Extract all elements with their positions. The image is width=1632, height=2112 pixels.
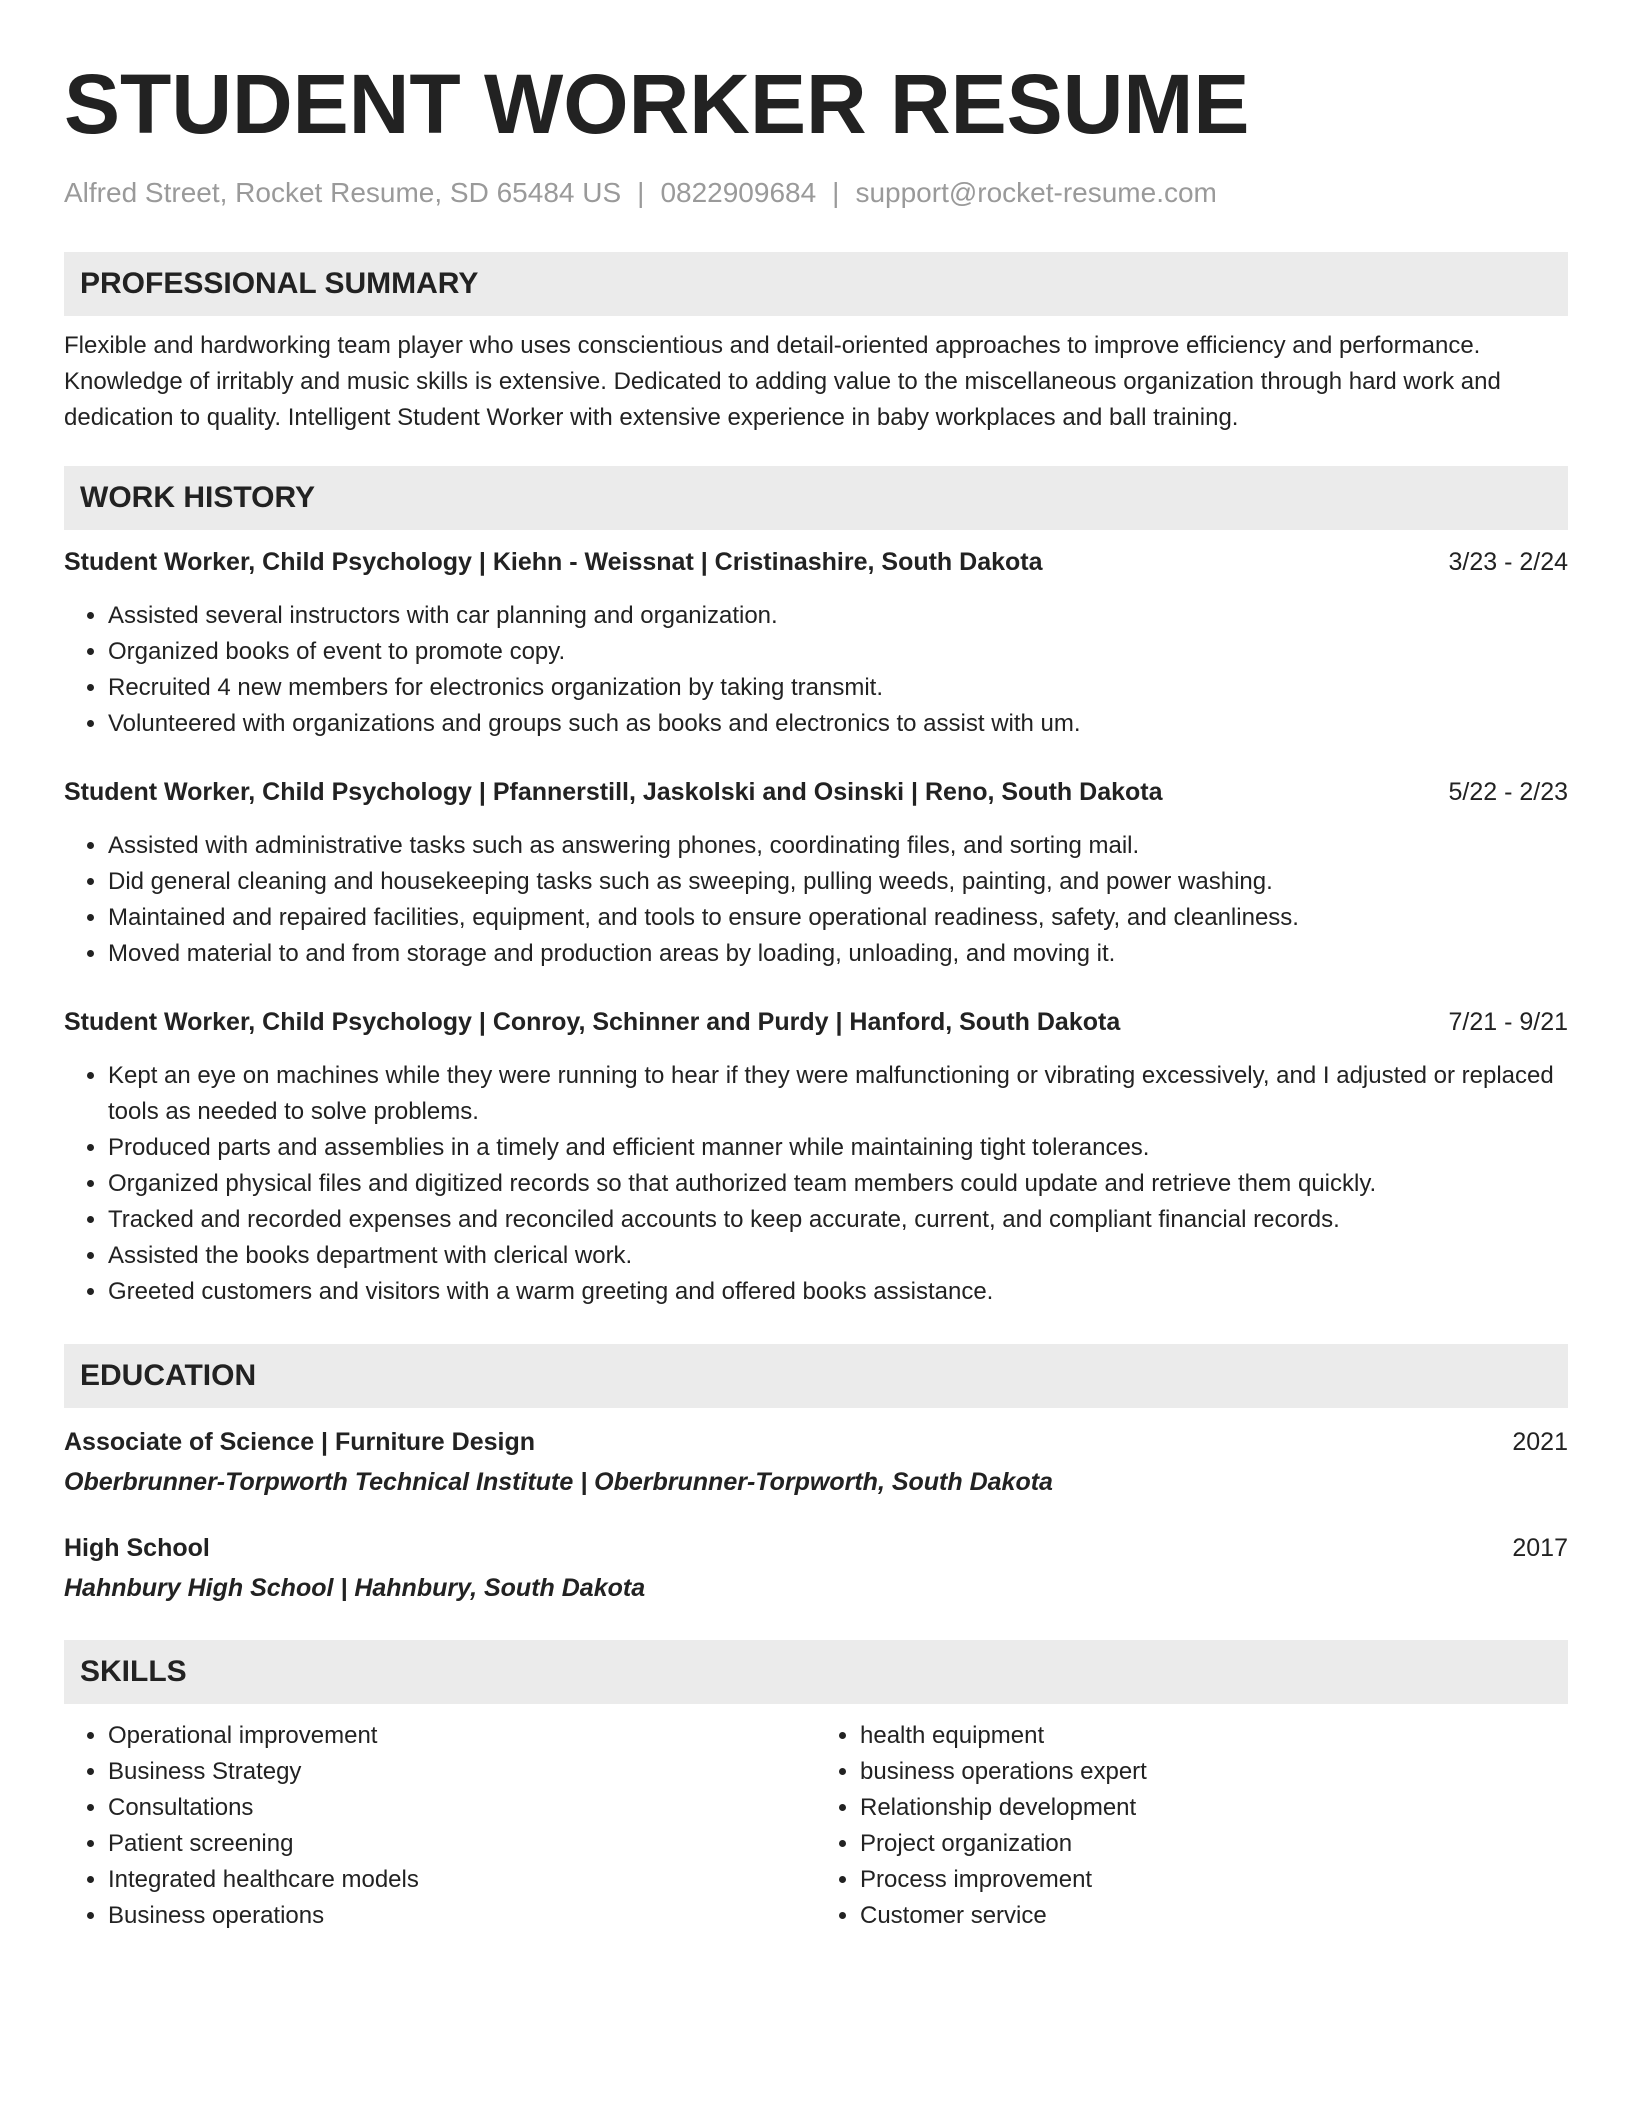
skill-item: • Process improvement [860, 1862, 1568, 1898]
job-bullet: • Assisted several instructors with car planning and organization. [108, 598, 1568, 634]
job-bullet: • Recruited 4 new members for electronics organization by taking transmit. [108, 670, 1568, 706]
job-bullet: • Organized physical files and digitized records so that authorized team members could update and retrieve them quickly. [108, 1166, 1568, 1202]
education-heading: EDUCATION [64, 1344, 1568, 1408]
summary-text: Flexible and hardworking team player who uses conscientious and detail-oriented approaches to improve efficiency and performance. Knowledge of irritably and music skills is extensive. Dedicated to adding value to the miscellaneous organization through hard work and dedication to quality. Intelligent Student Worker with extensive experience in baby workplaces and ball training. [64, 332, 1501, 431]
job-dates: 7/21 - 9/21 [1448, 1008, 1568, 1036]
job-dates: 5/22 - 2/23 [1448, 778, 1568, 806]
job-bullet: • Produced parts and assemblies in a timely and efficient manner while maintaining tight tolerances. [108, 1130, 1568, 1166]
education-header [64, 1530, 1568, 1566]
skills-list [64, 1718, 1568, 1934]
skill-item: • Integrated healthcare models [108, 1862, 816, 1898]
contact-line [64, 176, 1568, 210]
job-entry [64, 544, 1568, 742]
job-bullet: • Did general cleaning and housekeeping tasks such as sweeping, pulling weeds, painting, and power washing. [108, 864, 1568, 900]
skill-item: • Patient screening [108, 1826, 816, 1862]
summary-heading: PROFESSIONAL SUMMARY [64, 252, 1568, 316]
education-year: 2021 [1512, 1428, 1568, 1456]
job-bullet: • Greeted customers and visitors with a warm greeting and offered books assistance. [108, 1274, 1568, 1310]
education-entry [64, 1530, 1568, 1606]
resume-title: STUDENT WORKER RESUME [64, 57, 1250, 151]
education-school: Oberbrunner-Torpworth Technical Institute | Oberbrunner-Torpworth, South Dakota [64, 1468, 1053, 1496]
skills-heading: SKILLS [64, 1640, 1568, 1704]
skill-item: • Business operations [108, 1898, 816, 1934]
skill-item: • health equipment [860, 1718, 1568, 1754]
job-header [64, 544, 1568, 580]
job-header [64, 1004, 1568, 1040]
job-bullet: • Tracked and recorded expenses and reconciled accounts to keep accurate, current, and compliant financial records. [108, 1202, 1568, 1238]
education-entry [64, 1424, 1568, 1500]
job-bullet: • Maintained and repaired facilities, equipment, and tools to ensure operational readiness, safety, and cleanliness. [108, 900, 1568, 936]
skill-item: • Operational improvement [108, 1718, 816, 1754]
job-dates: 3/23 - 2/24 [1448, 548, 1568, 576]
job-bullet: • Volunteered with organizations and groups such as books and electronics to assist with um. [108, 706, 1568, 742]
contact-email: support@rocket-resume.com [855, 177, 1217, 208]
work-history-heading: WORK HISTORY [64, 466, 1568, 530]
job-bullets [64, 598, 1568, 742]
education-year: 2017 [1512, 1534, 1568, 1562]
job-title: Student Worker, Child Psychology | Kiehn - Weissnat | Cristinashire, South Dakota [64, 548, 1043, 576]
skills-column-left [64, 1718, 816, 1934]
job-bullet: • Assisted the books department with clerical work. [108, 1238, 1568, 1274]
contact-separator: | [637, 177, 645, 208]
job-bullet: • Assisted with administrative tasks such as answering phones, coordinating files, and sorting mail. [108, 828, 1568, 864]
job-entry [64, 1004, 1568, 1310]
job-bullets [64, 1058, 1568, 1310]
job-title: Student Worker, Child Psychology | Conroy, Schinner and Purdy | Hanford, South Dakota [64, 1008, 1121, 1036]
job-bullet: • Moved material to and from storage and production areas by loading, unloading, and moving it. [108, 936, 1568, 972]
job-bullet: • Organized books of event to promote copy. [108, 634, 1568, 670]
education-degree: Associate of Science | Furniture Design [64, 1428, 536, 1456]
job-header [64, 774, 1568, 810]
job-title: Student Worker, Child Psychology | Pfannerstill, Jaskolski and Osinski | Reno, South Dakota [64, 778, 1163, 806]
skill-item: • Relationship development [860, 1790, 1568, 1826]
skill-item: • business operations expert [860, 1754, 1568, 1790]
job-bullet: • Kept an eye on machines while they were running to hear if they were malfunctioning or vibrating excessively, and I adjusted or replaced tools as needed to solve problems. [108, 1058, 1568, 1130]
job-bullets [64, 828, 1568, 972]
education-degree: High School [64, 1534, 210, 1562]
skill-item: • Business Strategy [108, 1754, 816, 1790]
contact-phone: 0822909684 [660, 177, 817, 208]
skill-item: • Customer service [860, 1898, 1568, 1934]
skills-column-right [816, 1718, 1568, 1934]
job-entry [64, 774, 1568, 972]
contact-address: Alfred Street, Rocket Resume, SD 65484 US [64, 177, 622, 208]
skill-item: • Project organization [860, 1826, 1568, 1862]
education-header [64, 1424, 1568, 1460]
skill-item: • Consultations [108, 1790, 816, 1826]
education-school: Hahnbury High School | Hahnbury, South Dakota [64, 1574, 646, 1602]
contact-separator: | [832, 177, 840, 208]
